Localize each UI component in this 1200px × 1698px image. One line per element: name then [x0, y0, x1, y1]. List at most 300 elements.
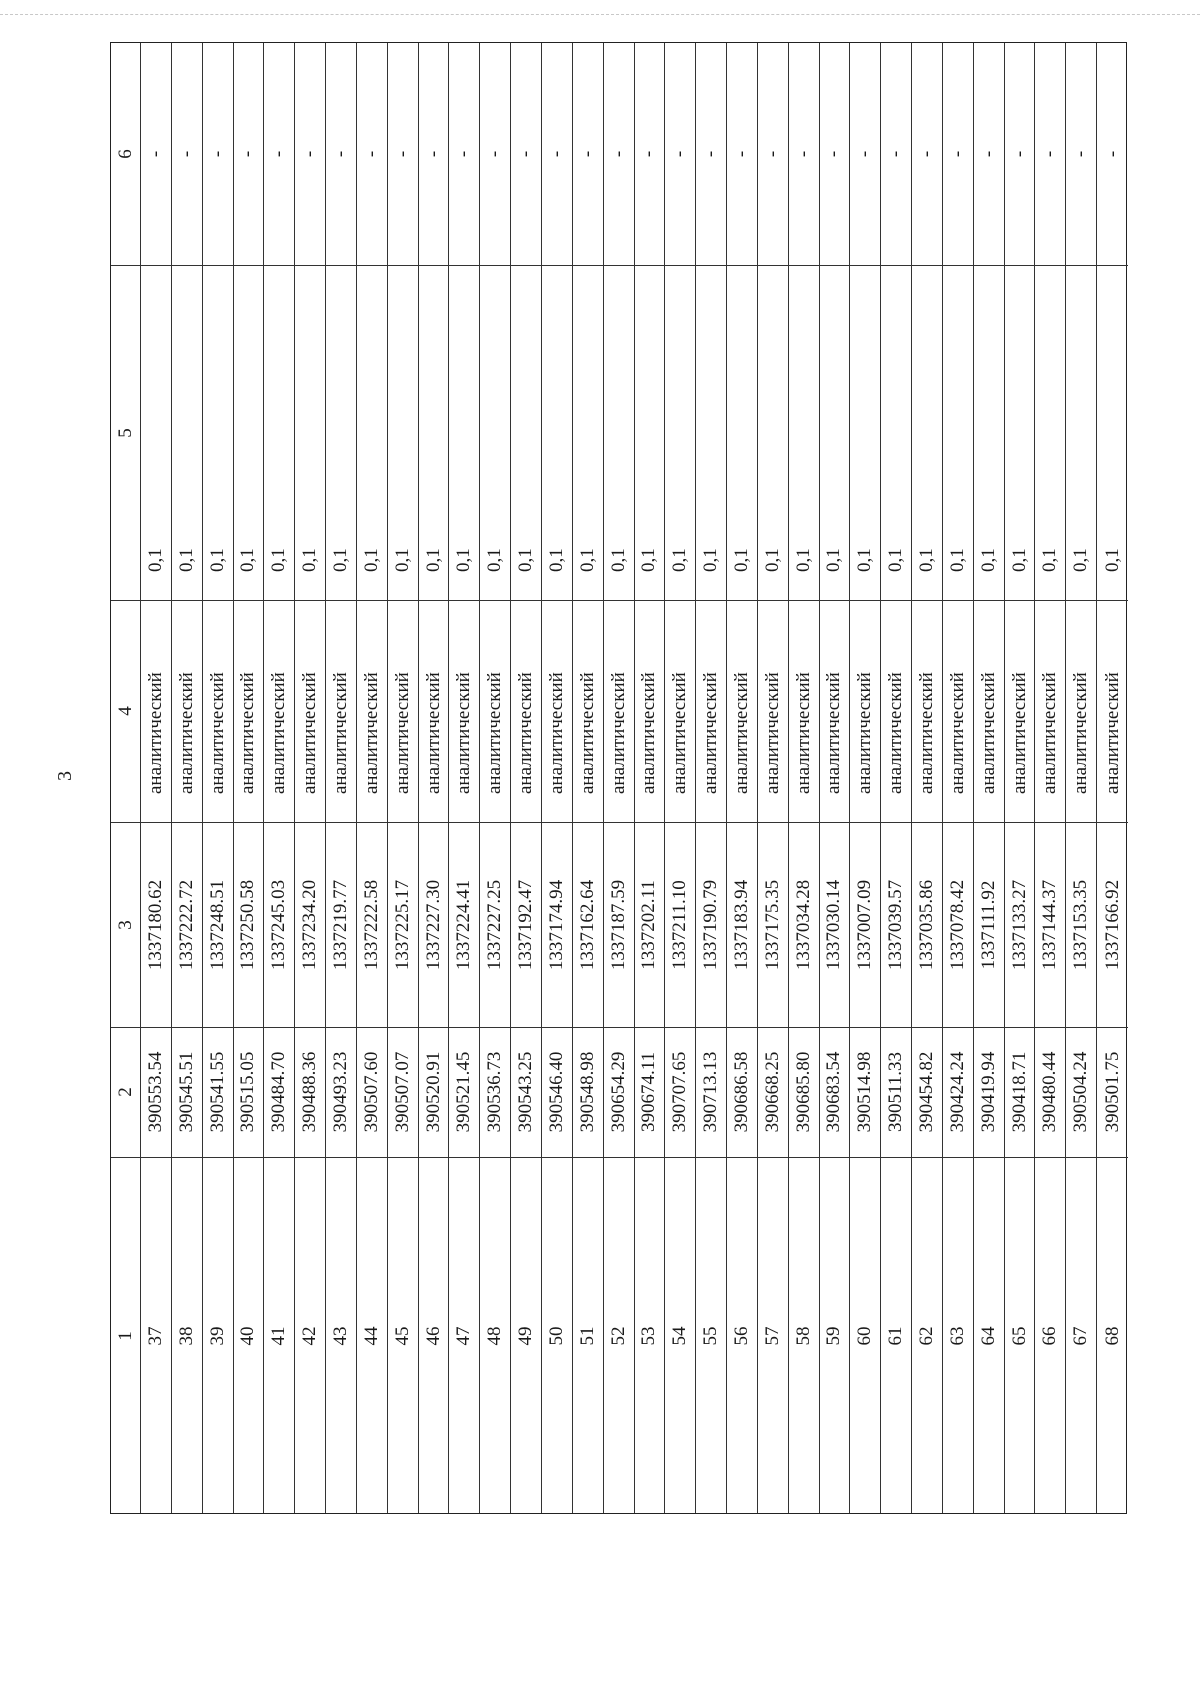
table-cell	[203, 600, 233, 822]
cell-text: 390419.94	[977, 1051, 999, 1133]
table-cell	[974, 1027, 1004, 1157]
cell-text: 1337034.28	[792, 879, 814, 970]
table-row	[449, 43, 480, 1513]
cell-text: аналитический	[916, 672, 938, 794]
cell-text: -	[453, 150, 475, 158]
table-cell	[419, 1027, 449, 1157]
cell-text: -	[916, 150, 938, 158]
page-top-rule	[0, 14, 1200, 17]
cell-text: аналитический	[885, 672, 907, 794]
table-cell	[172, 1027, 202, 1157]
table-cell	[974, 600, 1004, 822]
cell-text: -	[977, 150, 999, 158]
cell-text: -	[144, 150, 166, 158]
table-cell	[172, 600, 202, 822]
cell-text: 0,1	[1101, 548, 1123, 572]
table-cell	[1066, 1027, 1096, 1157]
table-cell	[511, 1157, 541, 1515]
table-cell	[295, 1157, 325, 1515]
cell-text: -	[545, 150, 567, 158]
table-cell	[1066, 43, 1096, 265]
cell-text: 1337035.86	[916, 879, 938, 970]
cell-text: 0,1	[916, 548, 938, 572]
table-cell	[727, 1157, 757, 1515]
cell-text: -	[1008, 150, 1030, 158]
table-row	[696, 43, 727, 1513]
table-cell	[635, 1157, 665, 1515]
table-cell	[203, 1027, 233, 1157]
table-cell	[172, 43, 202, 265]
table-cell	[542, 1157, 572, 1515]
table-cell	[449, 1157, 479, 1515]
table-cell	[665, 265, 695, 600]
table-cell	[881, 43, 911, 265]
table-cell	[111, 822, 140, 1027]
table-cell	[511, 1027, 541, 1157]
table-cell	[388, 1027, 418, 1157]
table-cell	[264, 600, 294, 822]
cell-text: аналитический	[237, 672, 259, 794]
table-cell	[943, 1157, 973, 1515]
cell-text: -	[422, 150, 444, 158]
table-cell	[141, 1157, 171, 1515]
cell-text: 3	[114, 919, 136, 930]
table-cell	[850, 43, 880, 265]
table-cell	[696, 822, 726, 1027]
cell-text: 390493.23	[329, 1051, 351, 1133]
cell-text: 42	[299, 1326, 321, 1346]
cell-text: 390488.36	[299, 1051, 321, 1133]
cell-text: 0,1	[792, 548, 814, 572]
table-cell	[1035, 43, 1065, 265]
cell-text: аналитический	[206, 672, 228, 794]
table-row	[665, 43, 696, 1513]
cell-text: 0,1	[268, 548, 290, 572]
cell-text: аналитический	[761, 672, 783, 794]
table-row	[141, 43, 172, 1513]
cell-text: 41	[268, 1326, 290, 1346]
table-cell	[326, 600, 356, 822]
cell-text: -	[237, 150, 259, 158]
table-cell	[727, 1027, 757, 1157]
table-cell	[326, 43, 356, 265]
cell-text: 0,1	[669, 548, 691, 572]
table-cell	[357, 600, 387, 822]
cell-text: 1337144.37	[1039, 879, 1061, 970]
table-cell	[1066, 822, 1096, 1027]
table-row	[264, 43, 295, 1513]
table-cell	[419, 1157, 449, 1515]
cell-text: -	[175, 150, 197, 158]
table-cell	[789, 1027, 819, 1157]
cell-text: 61	[885, 1326, 907, 1346]
table-cell	[820, 43, 850, 265]
table-row	[511, 43, 542, 1513]
cell-text: аналитический	[1070, 672, 1092, 794]
table-cell	[1005, 1157, 1035, 1515]
cell-text: -	[854, 150, 876, 158]
table-cell	[419, 43, 449, 265]
table-cell	[1005, 43, 1035, 265]
cell-text: аналитический	[792, 672, 814, 794]
cell-text: 56	[730, 1326, 752, 1346]
cell-text: 390548.98	[576, 1051, 598, 1133]
cell-text: аналитический	[854, 672, 876, 794]
cell-text: 390501.75	[1101, 1051, 1123, 1133]
table-cell	[234, 1157, 264, 1515]
cell-text: 46	[422, 1326, 444, 1346]
cell-text: -	[360, 150, 382, 158]
cell-text: 0,1	[545, 548, 567, 572]
table-cell	[1005, 265, 1035, 600]
table-row	[758, 43, 789, 1513]
cell-text: 51	[576, 1326, 598, 1346]
cell-text: -	[329, 150, 351, 158]
table-cell	[573, 43, 603, 265]
cell-text: -	[268, 150, 290, 158]
table-cell	[480, 265, 510, 600]
table-cell	[141, 265, 171, 600]
cell-text: 0,1	[144, 548, 166, 572]
cell-text: 0,1	[823, 548, 845, 572]
cell-text: -	[515, 150, 537, 158]
table-row	[172, 43, 203, 1513]
table-cell	[850, 265, 880, 600]
cell-text: 1337030.14	[823, 879, 845, 970]
table-cell	[1066, 600, 1096, 822]
cell-text: аналитический	[175, 672, 197, 794]
cell-text: 0,1	[484, 548, 506, 572]
cell-text: 390424.24	[946, 1051, 968, 1133]
table-cell	[511, 600, 541, 822]
cell-text: 54	[669, 1326, 691, 1346]
cell-text: 1337039.57	[885, 879, 907, 970]
table-cell	[480, 600, 510, 822]
table-cell	[881, 1157, 911, 1515]
table-cell	[295, 1027, 325, 1157]
cell-text: 1337222.72	[175, 879, 197, 970]
table-cell	[727, 43, 757, 265]
table-cell	[912, 822, 942, 1027]
cell-text: 1337227.30	[422, 879, 444, 970]
table-cell	[480, 1157, 510, 1515]
cell-text: 40	[237, 1326, 259, 1346]
cell-text: аналитический	[1008, 672, 1030, 794]
cell-text: 390520.91	[422, 1051, 444, 1133]
table-cell	[665, 1157, 695, 1515]
table-cell	[357, 822, 387, 1027]
table-cell	[943, 43, 973, 265]
cell-text: 60	[854, 1326, 876, 1346]
table-cell	[974, 43, 1004, 265]
cell-text: аналитический	[453, 672, 475, 794]
cell-text: 390683.54	[823, 1051, 845, 1133]
table-cell	[573, 1027, 603, 1157]
cell-text: 0,1	[576, 548, 598, 572]
table-cell	[1035, 1157, 1065, 1515]
table-cell	[449, 600, 479, 822]
table-cell	[604, 822, 634, 1027]
table-cell	[820, 1027, 850, 1157]
table-row	[943, 43, 974, 1513]
table-cell	[789, 822, 819, 1027]
cell-text: 0,1	[237, 548, 259, 572]
table-cell	[665, 822, 695, 1027]
cell-text: -	[946, 150, 968, 158]
table-cell	[295, 822, 325, 1027]
table-cell	[881, 1027, 911, 1157]
table-cell	[573, 600, 603, 822]
table-cell	[357, 1027, 387, 1157]
table-row	[635, 43, 666, 1513]
cell-text: 390707.65	[669, 1051, 691, 1133]
table-cell	[326, 822, 356, 1027]
table-cell	[295, 265, 325, 600]
table-cell	[943, 265, 973, 600]
table-cell	[758, 822, 788, 1027]
table-cell	[635, 1027, 665, 1157]
cell-text: аналитический	[669, 672, 691, 794]
table-cell	[419, 265, 449, 600]
table-cell	[727, 822, 757, 1027]
table-cell	[1035, 1027, 1065, 1157]
table-cell	[542, 600, 572, 822]
cell-text: 0,1	[360, 548, 382, 572]
cell-text: аналитический	[823, 672, 845, 794]
cell-text: 390546.40	[545, 1051, 567, 1133]
table-cell	[1005, 822, 1035, 1027]
cell-text: 65	[1008, 1326, 1030, 1346]
cell-text: 68	[1101, 1326, 1123, 1346]
table-cell	[264, 822, 294, 1027]
table-row	[881, 43, 912, 1513]
cell-text: 47	[453, 1326, 475, 1346]
cell-text: 390543.25	[515, 1051, 537, 1133]
cell-text: -	[638, 150, 660, 158]
cell-text: -	[885, 150, 907, 158]
table-cell	[604, 1027, 634, 1157]
table-cell	[665, 600, 695, 822]
cell-text: 1337234.20	[299, 879, 321, 970]
cell-text: -	[576, 150, 598, 158]
table-row	[1097, 43, 1128, 1513]
table-cell	[326, 265, 356, 600]
table-cell	[665, 1027, 695, 1157]
table-cell	[326, 1027, 356, 1157]
cell-text: 0,1	[885, 548, 907, 572]
cell-text: 1337222.58	[360, 879, 382, 970]
table-row	[850, 43, 881, 1513]
cell-text: 1	[114, 1331, 136, 1341]
cell-text: 0,1	[175, 548, 197, 572]
table-cell	[820, 265, 850, 600]
table-row	[480, 43, 511, 1513]
table-cell	[820, 822, 850, 1027]
cell-text: аналитический	[946, 672, 968, 794]
table-cell	[789, 43, 819, 265]
table-cell	[480, 822, 510, 1027]
cell-text: 5	[114, 427, 136, 438]
cell-text: 49	[515, 1326, 537, 1346]
table-cell	[1066, 265, 1096, 600]
table-cell	[449, 43, 479, 265]
table-row	[974, 43, 1005, 1513]
cell-text: -	[1070, 150, 1092, 158]
table-cell	[480, 1027, 510, 1157]
cell-text: 390507.07	[391, 1051, 413, 1133]
cell-text: 1337245.03	[268, 879, 290, 970]
table-cell	[850, 1157, 880, 1515]
cell-text: 0,1	[607, 548, 629, 572]
cell-text: -	[730, 150, 752, 158]
table-row	[1066, 43, 1097, 1513]
cell-text: 1337192.47	[515, 879, 537, 970]
cell-text: 390480.44	[1039, 1051, 1061, 1133]
table-cell	[542, 43, 572, 265]
cell-text: 0,1	[730, 548, 752, 572]
table-cell	[234, 1027, 264, 1157]
table-cell	[141, 1027, 171, 1157]
table-row	[542, 43, 573, 1513]
cell-text: 50	[545, 1326, 567, 1346]
cell-text: -	[792, 150, 814, 158]
table-cell	[295, 600, 325, 822]
table-cell	[943, 600, 973, 822]
table-cell	[1097, 1157, 1128, 1515]
cell-text: 44	[360, 1326, 382, 1346]
table-cell	[850, 600, 880, 822]
table-cell	[111, 1157, 140, 1515]
table-cell	[203, 822, 233, 1027]
cell-text: 1337175.35	[761, 879, 783, 970]
table-cell	[449, 265, 479, 600]
cell-text: 390674.11	[638, 1051, 660, 1133]
table-cell	[820, 1157, 850, 1515]
cell-text: 0,1	[299, 548, 321, 572]
cell-text: 1337211.10	[669, 879, 691, 970]
table-cell	[1097, 43, 1128, 265]
table-cell	[696, 1027, 726, 1157]
coordinates-table	[110, 42, 1127, 1514]
cell-text: 58	[792, 1326, 814, 1346]
table-cell	[326, 1157, 356, 1515]
table-cell	[850, 1027, 880, 1157]
cell-text: -	[299, 150, 321, 158]
table-cell	[111, 43, 140, 265]
table-cell	[758, 43, 788, 265]
table-cell	[264, 43, 294, 265]
table-cell	[696, 600, 726, 822]
table-cell	[1005, 1027, 1035, 1157]
table-row	[573, 43, 604, 1513]
cell-text: 0,1	[453, 548, 475, 572]
table-cell	[1035, 822, 1065, 1027]
table-cell	[635, 265, 665, 600]
cell-text: 66	[1039, 1326, 1061, 1346]
table-cell	[449, 1027, 479, 1157]
table-cell	[943, 1027, 973, 1157]
table-cell	[881, 265, 911, 600]
table-cell	[172, 265, 202, 600]
table-cell	[357, 1157, 387, 1515]
cell-text: аналитический	[638, 672, 660, 794]
table-cell	[974, 1157, 1004, 1515]
table-cell	[1097, 265, 1128, 600]
cell-text: 39	[206, 1326, 228, 1346]
cell-text: аналитический	[730, 672, 752, 794]
table-row	[727, 43, 758, 1513]
table-cell	[943, 822, 973, 1027]
table-cell	[635, 600, 665, 822]
table-cell	[203, 265, 233, 600]
table-cell	[234, 822, 264, 1027]
cell-text: 0,1	[1039, 548, 1061, 572]
table-cell	[912, 265, 942, 600]
cell-text: 1337190.79	[700, 879, 722, 970]
cell-text: 55	[700, 1326, 722, 1346]
table-cell	[974, 265, 1004, 600]
table-cell	[1097, 1027, 1128, 1157]
cell-text: 390654.29	[607, 1051, 629, 1133]
table-cell	[388, 822, 418, 1027]
cell-text: 1337187.59	[607, 879, 629, 970]
cell-text: -	[823, 150, 845, 158]
table-cell	[203, 43, 233, 265]
cell-text: аналитический	[1101, 672, 1123, 794]
table-cell	[635, 43, 665, 265]
cell-text: -	[607, 150, 629, 158]
cell-text: аналитический	[576, 672, 598, 794]
cell-text: 390515.05	[237, 1051, 259, 1133]
cell-text: 390484.70	[268, 1051, 290, 1133]
cell-text: 62	[916, 1326, 938, 1346]
table-row	[604, 43, 635, 1513]
table-cell	[789, 265, 819, 600]
table-cell	[388, 43, 418, 265]
cell-text: 390536.73	[484, 1051, 506, 1133]
cell-text: 0,1	[391, 548, 413, 572]
table-cell	[234, 43, 264, 265]
cell-text: 1337225.17	[391, 879, 413, 970]
table-cell	[573, 1157, 603, 1515]
cell-text: аналитический	[1039, 672, 1061, 794]
cell-text: 0,1	[638, 548, 660, 572]
cell-text: 45	[391, 1326, 413, 1346]
table-cell	[419, 822, 449, 1027]
table-cell	[727, 265, 757, 600]
table-row	[357, 43, 388, 1513]
table-cell	[696, 1157, 726, 1515]
cell-text: аналитический	[299, 672, 321, 794]
table-cell	[604, 1157, 634, 1515]
cell-text: -	[1039, 150, 1061, 158]
table-cell	[573, 265, 603, 600]
table-cell	[758, 265, 788, 600]
cell-text: 0,1	[206, 548, 228, 572]
table-cell	[1035, 265, 1065, 600]
table-cell	[264, 1027, 294, 1157]
cell-text: -	[761, 150, 783, 158]
table-cell	[388, 1157, 418, 1515]
cell-text: аналитический	[391, 672, 413, 794]
table-cell	[912, 600, 942, 822]
cell-text: 390553.54	[144, 1051, 166, 1133]
table-cell	[881, 822, 911, 1027]
cell-text: 390545.51	[175, 1051, 197, 1133]
cell-text: 390685.80	[792, 1051, 814, 1133]
cell-text: 57	[761, 1326, 783, 1346]
table-cell	[912, 1157, 942, 1515]
